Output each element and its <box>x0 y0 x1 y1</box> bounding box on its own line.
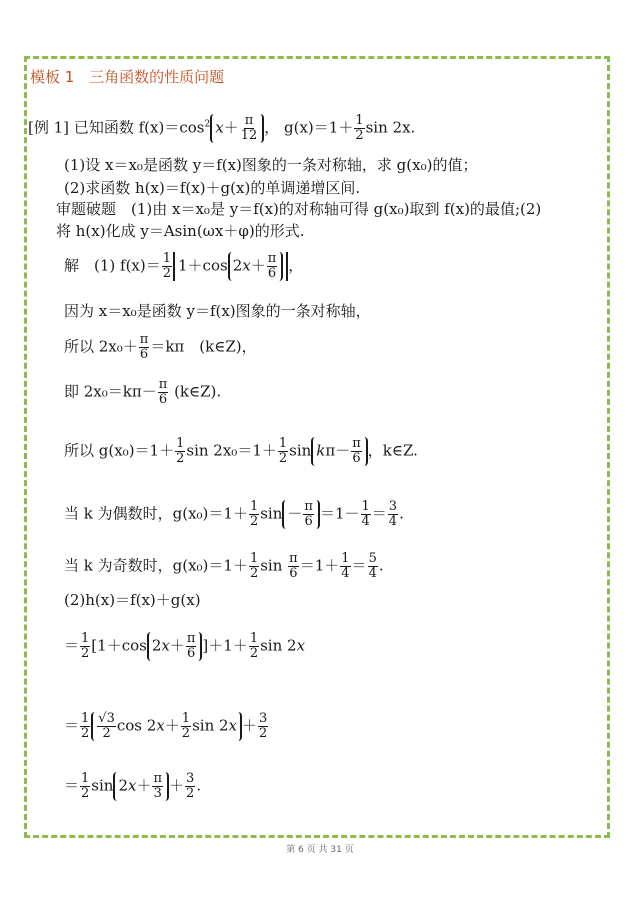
g-line-prefix: 所以 g(x₀)＝1＋ <box>64 441 175 460</box>
even-prefix: 当 k 为偶数时，g(x₀)＝1＋ <box>64 504 248 523</box>
even-case-line: 当 k 为偶数时，g(x₀)＝1＋ $\frac{1}{2}$ sin － $\frac{\pi}{6}$ ＝1－ $\frac{1}{4}$ ＝ $\frac{3}{4}$ . <box>64 499 404 529</box>
example-label: [例 1] <box>28 118 70 137</box>
so-rhs: ＝kπ (k∈Z)， <box>150 337 257 356</box>
g-value-line: 所以 g(x₀)＝1＋ $\frac{1}{2}$ sin 2x₀＝1＋ $\frac{1}{2}$ sin kπ－ $\frac{\pi}{6}$ ，k∈Z. <box>64 436 418 466</box>
odd-case-line: 当 k 为奇数时，g(x₀)＝1＋ $\frac{1}{2}$ sin $\frac{\pi}{6}$ ＝1＋ $\frac{1}{4}$ ＝ $\frac{5}{4}$ . <box>64 551 384 581</box>
sin-part: sin 2x. <box>365 118 416 137</box>
template-tag: 模板 1 <box>30 68 75 86</box>
g-part: g(x)＝1＋ <box>284 118 354 137</box>
example-statement: [例 1] 已知函数 $f(x)=\cos^2$ x＋ $\frac{\pi}{12}$ ， g(x)＝1＋ $\frac{1}{2}$ sin 2x. <box>28 113 416 143</box>
ie-line: 即 2x₀＝kπ－ $\frac{\pi}{6}$ (k∈Z). <box>64 377 222 407</box>
example-text-a: 已知函数 <box>73 118 134 137</box>
page-footer: 第 6 页 共 31 页 <box>286 845 354 855</box>
h-definition: (2)h(x)＝f(x)＋g(x) <box>64 591 201 609</box>
ie-rhs: (k∈Z). <box>174 382 222 401</box>
h-step-2: ＝ $\frac{1}{2}$ $\frac{√3}{2}$ cos 2x＋ $\frac{1}{2}$ sin 2x ＋ $\frac{3}{2}$ <box>64 711 268 741</box>
h-step-3: ＝ $\frac{1}{2}$ sin 2x＋ $\frac{\pi}{3}$ ＋ $\frac{3}{2}$ . <box>64 771 202 801</box>
so-prefix: 所以 2x₀＋ <box>64 337 138 356</box>
because-line: 因为 x＝x₀是函数 y＝f(x)图象的一条对称轴， <box>64 302 371 320</box>
question-2: (2)求函数 h(x)＝f(x)＋g(x)的单调递增区间. <box>64 179 361 197</box>
cos-part: f(x)＝cos <box>138 118 205 137</box>
ie-prefix: 即 2x₀＝kπ－ <box>64 382 157 401</box>
g-line-suffix: ，k∈Z. <box>367 441 418 460</box>
so-line: 所以 2x₀＋ $\frac{\pi}{6}$ ＝kπ (k∈Z)， <box>64 332 257 362</box>
odd-prefix: 当 k 为奇数时，g(x₀)＝1＋ <box>64 556 248 575</box>
g-line-mid: sin 2x₀＝1＋ <box>186 441 277 460</box>
solution-label: 解 (1) f(x)＝ <box>64 256 161 275</box>
h-step-1: ＝ $\frac{1}{2}$ [1＋cos 2x＋ $\frac{\pi}{6}$ ]＋1＋ $\frac{1}{2}$ sin 2x <box>64 631 306 661</box>
solution-f: 解 (1) f(x)＝ $\frac{1}{2}$ 1＋cos 2x＋ $\frac{\pi}{6}$ ， <box>64 251 304 281</box>
section-title <box>30 66 234 87</box>
hint-line-1: 审题破题 (1)由 x＝x₀是 y＝f(x)的对称轴可得 g(x₀)取到 f(x)的最值;(2) <box>56 200 542 218</box>
hint-line-2: 将 h(x)化成 y＝Asin(ωx＋φ)的形式. <box>56 222 305 240</box>
question-1: (1)设 x＝x₀是函数 y＝f(x)图象的一条对称轴，求 g(x₀)的值； <box>64 156 478 174</box>
paren-group: x＋ $\frac{\pi}{12}$ <box>210 114 264 143</box>
title-text: 三角函数的性质问题 <box>89 68 225 86</box>
